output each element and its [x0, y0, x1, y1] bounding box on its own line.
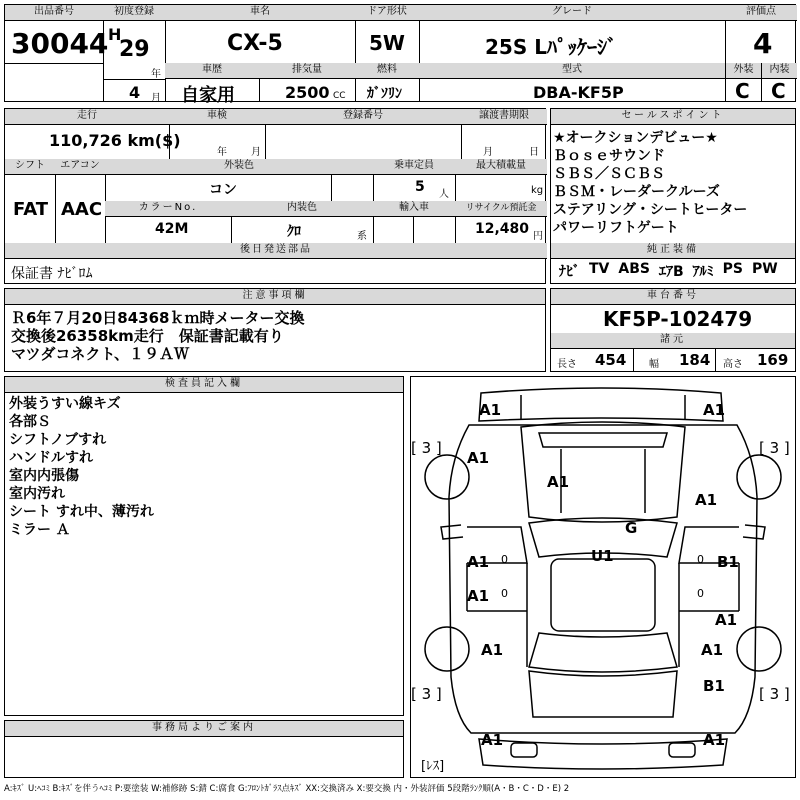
vehicle-details [4, 108, 546, 284]
model: DBA-KF5P [533, 83, 624, 102]
office-label: 事務局よりご案内 [5, 721, 403, 737]
inspector-line: シート すれ中、薄汚れ [9, 504, 154, 520]
inspector-line: 室内汚れ [9, 486, 65, 502]
car-outline [411, 377, 795, 777]
recycle-label: リサイクル預託金 [455, 201, 547, 217]
length-label: 長さ [557, 359, 577, 370]
transfer-month-unit: 月 [483, 147, 493, 158]
inspector-section [4, 376, 404, 716]
equipment-item: ｱﾙﾐ [692, 264, 714, 280]
inspector-line: 外装うすい線キズ [9, 396, 121, 412]
interior-label: 内装 [761, 63, 797, 79]
mileage-label: 走行 [5, 109, 169, 125]
mark-fender-fr: A1 [695, 491, 718, 509]
chassis-section [550, 288, 796, 372]
height-label: 高さ [723, 359, 743, 370]
mark-hood: A1 [547, 473, 570, 491]
inspector-line: シフトノブすれ [9, 432, 107, 448]
color-no: 42M [155, 221, 189, 237]
month-unit: 月 [151, 93, 161, 104]
capacity: 5 [415, 179, 425, 195]
office-section [4, 720, 404, 778]
length: 454 [595, 351, 627, 369]
capacity-label: 乗車定員 [373, 159, 455, 175]
car-name: CX-5 [227, 31, 283, 56]
int-color-unit: 系 [357, 231, 367, 242]
score-label: 評価点 [725, 5, 797, 21]
mark-rear-bumper-left: A1 [481, 731, 504, 749]
first-reg-label: 初度登録 [103, 5, 165, 21]
equipment-item: PS [722, 261, 743, 277]
equipment-item: ｴｱB [658, 264, 684, 280]
history-label: 車歴 [165, 63, 259, 79]
door: 5W [369, 31, 405, 55]
ac: AAC [61, 199, 103, 220]
int-color: ｸﾛ [287, 224, 301, 240]
legend: A:ｷｽﾞ U:ﾍｺﾐ B:ｷｽﾞを伴うﾍｺﾐ P:要塗装 W:補修跡 S:錆 C:腐食 G:ﾌﾛﾝﾄｶﾞﾗｽ点ｷｽﾞ XX:交換済み X:要交換 内・外装評価 5段階ﾗﾝｸ順(A・B・C・D・E) 2 [4, 784, 570, 794]
mark-zero: 0 [501, 553, 508, 566]
equipment-item: ﾅﾋﾞ [559, 264, 580, 280]
note-line: 交換後26358km走行 保証書記載有り [11, 327, 284, 345]
color-no-label: カラーNo. [105, 201, 231, 217]
sales-point-item: ＢＳＭ・レーダークルーズ [553, 184, 720, 200]
mileage: 110,726 km($) [49, 131, 181, 150]
sales-point-item: パワーリフトゲート [553, 220, 679, 236]
import-label: 輸入車 [373, 201, 455, 217]
displacement: 2500 [285, 83, 330, 102]
mark-rear-right: B1 [703, 677, 725, 695]
load-unit: kg [531, 185, 544, 196]
int-color-label: 内装色 [231, 201, 373, 217]
transfer-day-unit: 日 [529, 147, 539, 158]
width-label: 幅 [649, 359, 659, 370]
displacement-unit: CC [333, 91, 346, 101]
mark-tire-fl: [ 3 ] [411, 439, 442, 457]
mark-spare: [ﾚｽ] [421, 759, 445, 774]
notes-section [4, 288, 546, 372]
note-line: Ｒ6年７月20日84368ｋｍ時メーター交換 [11, 309, 305, 327]
sales-points-label: セールスポイント [551, 109, 795, 125]
inspector-line: ミラー Ａ [9, 522, 70, 538]
ext-color-label: 外装色 [105, 159, 373, 175]
recycle-unit: 円 [533, 231, 543, 242]
history: 自家用 [181, 85, 235, 106]
mark-windshield: G [625, 519, 638, 537]
inspector-line: 各部Ｓ [9, 414, 51, 430]
notes-label: 注意事項欄 [5, 289, 545, 305]
equipment-item: PW [752, 261, 778, 277]
width: 184 [679, 351, 711, 369]
reg-month: 4 [129, 83, 141, 102]
dims-label: 諸元 [551, 333, 795, 349]
reg-year: 29 [119, 37, 150, 62]
door-label: ドア形状 [355, 5, 419, 21]
era: H [108, 25, 122, 44]
inspection-month-unit: 月 [251, 147, 261, 158]
mark-door-fr: B1 [717, 553, 739, 571]
capacity-unit: 人 [439, 189, 449, 200]
header-section [4, 4, 796, 106]
chassis-label: 車台番号 [551, 289, 795, 305]
mark-fender-fl: A1 [467, 449, 490, 467]
grade-label: グレード [419, 5, 725, 21]
displacement-label: 排気量 [259, 63, 355, 79]
model-label: 型式 [419, 63, 725, 79]
ext-color: コン [209, 182, 237, 198]
year-unit: 年 [151, 69, 161, 80]
mark-quarter-rl: A1 [481, 641, 504, 659]
sales-point-item: ステアリング・シートヒーター [553, 202, 748, 218]
car-name-label: 車名 [165, 5, 355, 21]
inspection-year-unit: 年 [217, 147, 227, 158]
equipment-item: ABS [618, 261, 650, 277]
score: 4 [753, 27, 773, 60]
interior-grade: C [771, 79, 786, 103]
equipment-list [559, 261, 778, 281]
mark-rear-bumper-right: A1 [703, 731, 726, 749]
recycle: 12,480 [475, 221, 530, 237]
shift-label: シフト [5, 159, 55, 175]
height: 169 [757, 351, 789, 369]
sales-point-item: ★オークションデビュー★ [553, 130, 718, 146]
inspection-label: 車検 [169, 109, 265, 125]
exterior-grade: C [735, 79, 750, 103]
equipment-item: TV [589, 261, 610, 277]
transfer-label: 譲渡書期限 [461, 109, 547, 125]
sales-points [550, 108, 796, 284]
fuel-label: 燃料 [355, 63, 419, 79]
mark-zero: 0 [697, 587, 704, 600]
shift: FAT [13, 199, 49, 220]
reg-no-label: 登録番号 [265, 109, 461, 125]
mark-zero: 0 [697, 553, 704, 566]
mark-door-fl: A1 [467, 553, 490, 571]
inspector-label: 検査員記入欄 [5, 377, 403, 393]
mark-tire-rl: [ 3 ] [411, 685, 442, 703]
later-parts-label: 後日発送部品 [5, 243, 547, 259]
mark-quarter-rr: A1 [701, 641, 724, 659]
inspector-line: ハンドルすれ [9, 450, 93, 466]
grade: 25S Lﾊﾟｯｹｰｼﾞ [485, 35, 617, 59]
exterior-label: 外装 [725, 63, 761, 79]
mark-zero: 0 [501, 587, 508, 600]
mark-tire-rr: [ 3 ] [759, 685, 790, 703]
fuel: ｶﾞｿﾘﾝ [367, 86, 402, 102]
sales-point-item: Ｂｏｓｅサウンド [553, 148, 665, 164]
equipment-label: 純正装備 [551, 243, 795, 259]
note-line: マツダコネクト、１９ＡＷ [11, 345, 190, 363]
sales-point-item: ＳＢＳ／ＳＣＢＳ [553, 166, 665, 182]
load-label: 最大積載量 [455, 159, 547, 175]
inspector-line: 室内内張傷 [9, 468, 79, 484]
mark-tire-fr: [ 3 ] [759, 439, 790, 457]
lot-no: 30044 [11, 27, 109, 60]
mark-roof: U1 [591, 547, 614, 565]
mark-front-right: A1 [703, 401, 726, 419]
ac-label: エアコン [55, 159, 105, 175]
chassis-no: KF5P-102479 [603, 307, 753, 331]
mark-door-rr: A1 [715, 611, 738, 629]
mark-front-left: A1 [479, 401, 502, 419]
mark-door-rl: A1 [467, 587, 490, 605]
later-parts: 保証書 ﾅﾋﾞﾛﾑ [11, 266, 93, 282]
lot-no-label: 出品番号 [5, 5, 103, 21]
car-diagram [410, 376, 796, 778]
